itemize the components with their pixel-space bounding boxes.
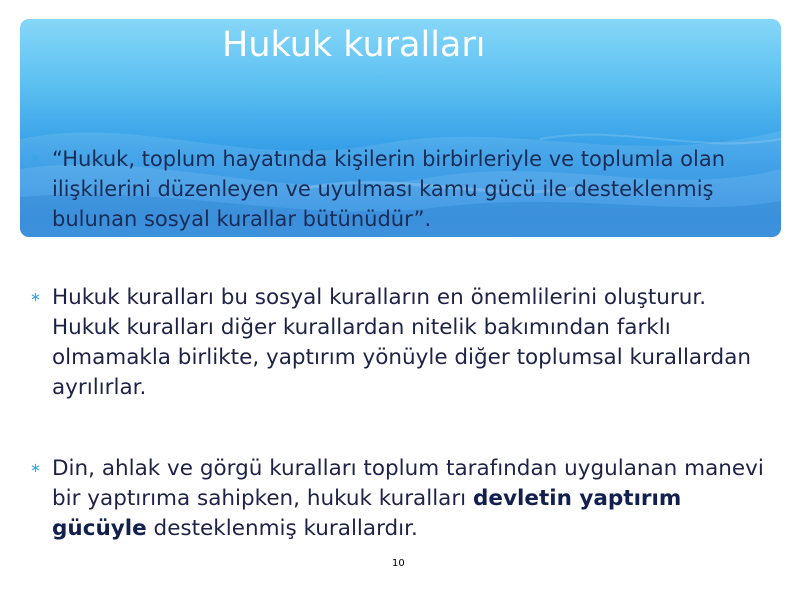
bullet-text-part: desteklenmiş kurallardır. <box>146 516 418 541</box>
page-number: 10 <box>392 558 405 569</box>
bullet-text: “Hukuk, toplum hayatında kişilerin birbirleriyle ve toplumla olan ilişkilerini düzenleyen ve uyulması kamu gücü ile desteklenmiş bulunan sosyal kurallar bütünüdür”. <box>52 147 726 231</box>
bullet-text-part: Din, ahlak ve görgü kuralları toplum tarafından uygulanan manevi bir yaptırıma sahipken, hukuk kuralları <box>52 456 764 511</box>
bullet-star-icon: ∗ <box>30 151 41 166</box>
bullet-star-icon: ∗ <box>30 290 41 305</box>
bullet-text-emphasis: devletin yaptırım gücüyle <box>52 486 682 541</box>
bullet-item <box>30 454 775 544</box>
slide-title: Hukuk kuralları <box>222 25 486 65</box>
bullet-text <box>30 454 775 544</box>
bullet-item <box>30 144 775 234</box>
bullet-item <box>30 283 775 403</box>
bullet-text: Hukuk kuralları bu sosyal kuralların en önemlilerini oluşturur. Hukuk kuralları diğer kurallardan nitelik bakımından farklı olmamakla birlikte, yaptırım yönüyle diğer toplumsal kurallardan ayrılırlar. <box>52 285 752 400</box>
bullet-star-icon: ∗ <box>30 461 41 476</box>
